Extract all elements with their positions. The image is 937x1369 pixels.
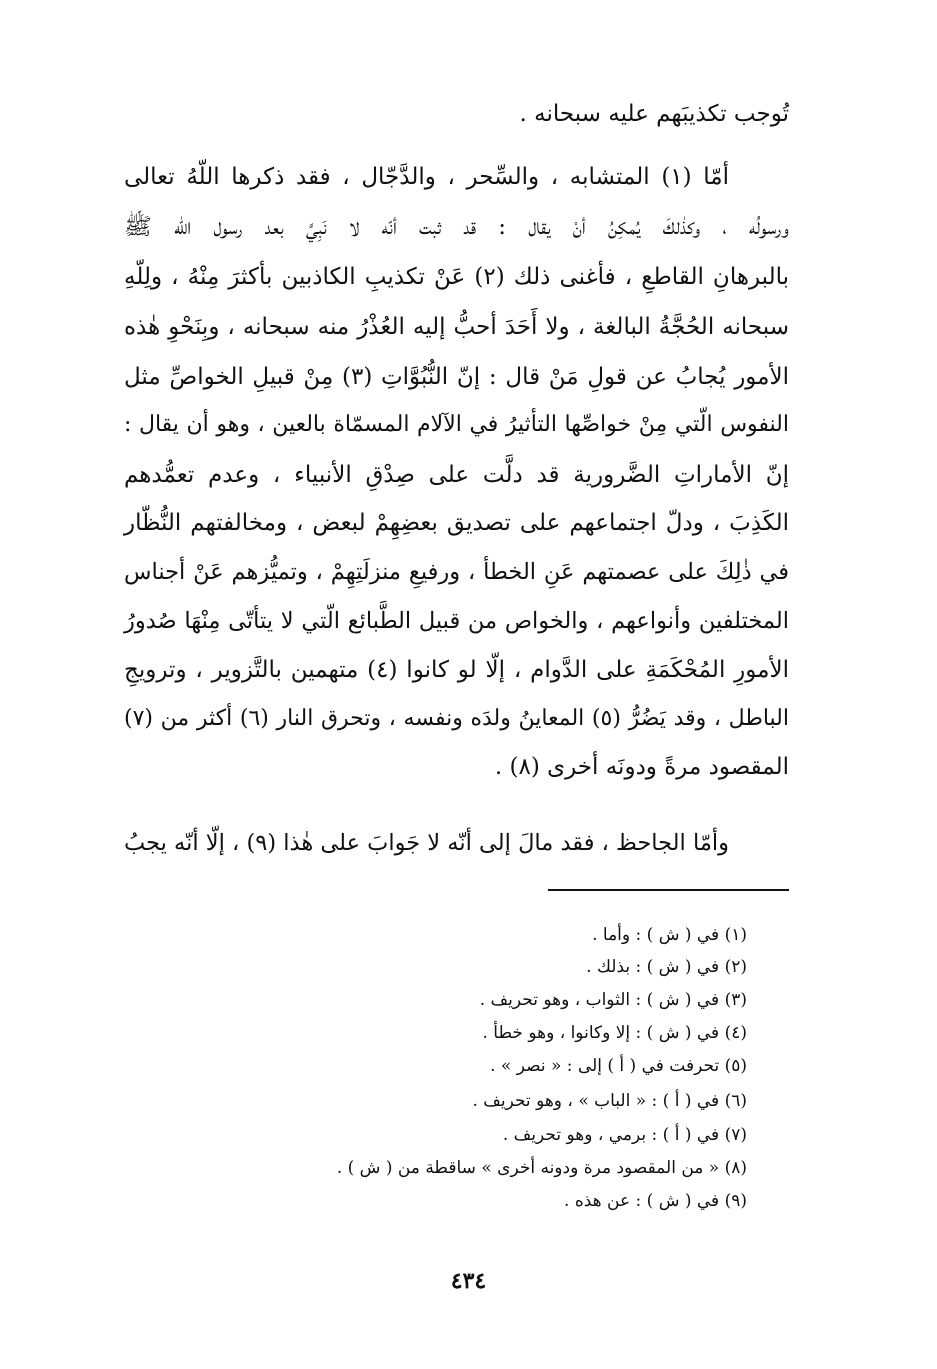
footnote-6: (٦) في ( أ ) : « الباب » ، وهو تحريف . [472, 1091, 747, 1111]
footnote-7: (٧) في ( أ ) : برمي ، وهو تحريف . [502, 1125, 747, 1145]
footnote-2: (٢) في ( ش ) : بذلك . [586, 957, 747, 977]
second-paragraph-line: وأمّا الجاحظ ، فقد مالَ إلى أنّه لا جَوابَ على هٰذا (٩) ، إلّا أنّه يجبُ [124, 830, 729, 856]
text-line-11: المختلفين وأنواعهم ، والخواص من قبيل الطَّبائع الّتي لا يتأتّى مِنْهَا صُدورُ [124, 608, 789, 634]
footnote-1: (١) في ( ش ) : وأما . [592, 925, 747, 945]
text-line-7: النفوس الّتي مِنْ خواصِّها التأثيرُ في الآلام المسمّاة بالعين ، وهو أن يقال : [124, 412, 789, 437]
footnote-separator [548, 889, 789, 891]
footnote-8: (٨) « من المقصود مرة ودونه أخرى » ساقطة من ( ش ) . [336, 1158, 747, 1178]
text-line-6: الأمور يُجابُ عن قولِ مَنْ قال : إنّ النُّبُوَّاتِ (٣) مِنْ قبيلِ الخواصِّ مثل [124, 364, 790, 390]
text-line-1: تُوجب تكذيبَهم عليه سبحانه . [519, 101, 789, 127]
text-line-2: أمّا (١) المتشابه ، والسِّحر ، والدَّجّال ، فقد ذكرها اللّهُ تعالى [124, 164, 729, 190]
text-line-3: ورسولُه ، وكذٰلكَ يُمكِنُ أنْ يقال : قد ثبت أنّه لا نَبِيَّ بعد رسول الله ﷺ [124, 214, 789, 240]
text-line-4: بالبرهانِ القاطعِ ، فأغنى ذلك (٢) عَنْ تكذيبِ الكاذبين بأكثرَ مِنْهُ ، ولِلّهِ [124, 264, 790, 290]
text-line-9: الكَذِبَ ، ودلّ اجتماعهم على تصديق بعضِهِمْ لبعض ، ومخالفتهم النُّظّار [124, 510, 789, 536]
footnote-3: (٣) في ( ش ) : الثواب ، وهو تحريف . [479, 990, 747, 1010]
footnote-5: (٥) تحرفت في ( أ ) إلى : « نصر » . [490, 1056, 747, 1076]
text-line-14: المقصود مرةً ودونَه أخرى (٨) . [494, 754, 789, 780]
text-line-8: إنّ الأماراتِ الضَّرورية قد دلَّت على صِدْقِ الأنبياء ، وعدم تعمُّدهم [124, 462, 789, 488]
text-line-13: الباطل ، وقد يَضُرُّ (٥) المعاينُ ولدَه ونفسه ، وتحرق النار (٦) أكثر من (٧) [124, 706, 789, 731]
text-line-5: سبحانه الحُجَّةُ البالغة ، ولا أَحَدَ أحبُّ إليه العُذْرُ منه سبحانه ، وبِنَحْوِ هٰذه [124, 314, 789, 340]
footnote-4: (٤) في ( ش ) : إلا وكانوا ، وهو خطأ . [482, 1023, 747, 1043]
text-line-12: الأمورِ المُحْكَمَةِ على الدَّوام ، إلّا لو كانوا (٤) متهمين بالتَّزوير ، وترويجِ [124, 657, 789, 683]
page-number: ٤٣٤ [450, 1268, 487, 1294]
footnote-9: (٩) في ( ش ) : عن هذه . [564, 1191, 747, 1211]
text-line-10: في ذٰلِكَ على عصمتهم عَنِ الخطأ ، ورفيعِ منزلَتِهِمْ ، وتميُّزهم عَنْ أجناس [124, 559, 789, 585]
